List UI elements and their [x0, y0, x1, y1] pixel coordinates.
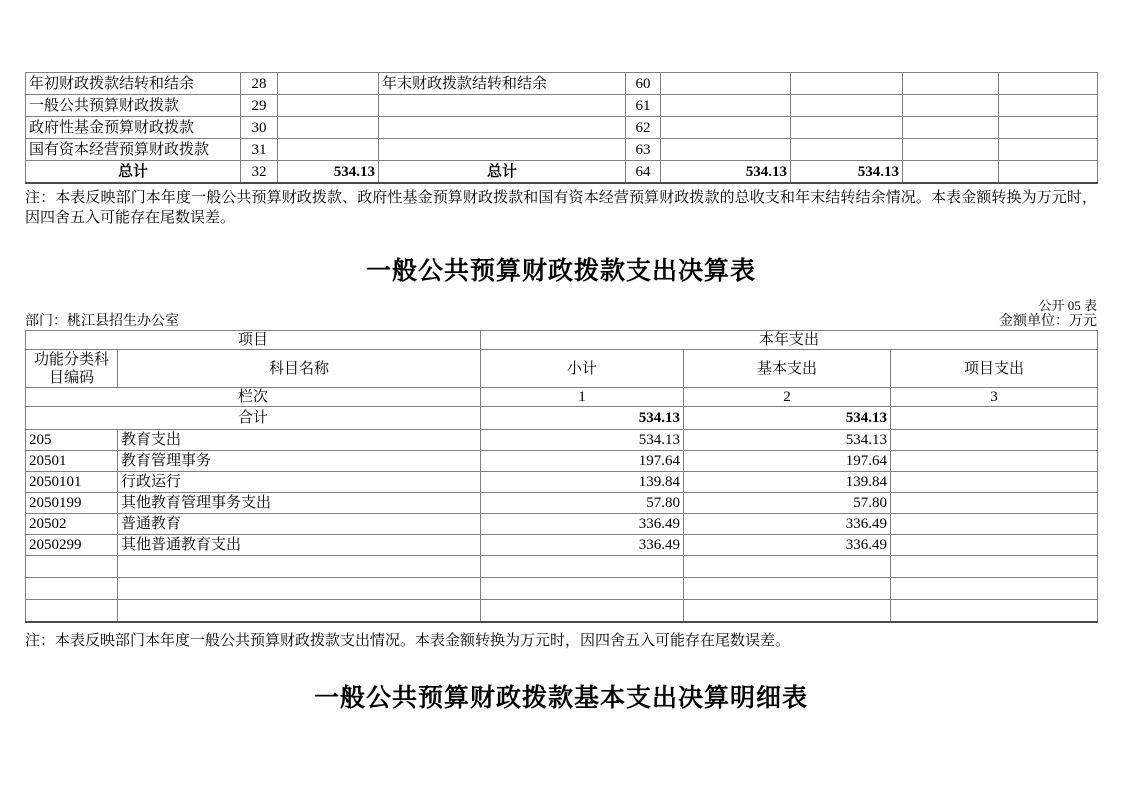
empty-table-row [26, 600, 1098, 623]
column-index-label: 栏次 [26, 388, 481, 407]
header-row-groups [26, 331, 1098, 350]
basic-expense-header: 基本支出 [684, 350, 891, 388]
amount-cell [278, 139, 379, 161]
function-code-cell: 20501 [26, 451, 118, 472]
table-meta-line [25, 310, 1097, 330]
function-code-header: 功能分类科目编码 [26, 350, 118, 388]
subject-name-cell: 其他教育管理事务支出 [118, 493, 481, 514]
table-code-label: 公开 05 表 [1038, 298, 1097, 313]
empty-cell [26, 600, 118, 623]
fiscal-carryover-table [25, 72, 1098, 184]
total-amount-cell: 534.13 [791, 161, 903, 184]
item-label-cell: 年末财政拨款结转和结余 [379, 73, 626, 95]
amount-cell [278, 73, 379, 95]
total-amount-cell: 534.13 [278, 161, 379, 184]
table-row [26, 73, 1098, 95]
empty-cell [999, 95, 1098, 117]
empty-cell [891, 556, 1098, 578]
subtotal-header: 小计 [481, 350, 684, 388]
grand-total-row [26, 161, 1098, 184]
amount-cell [278, 117, 379, 139]
empty-cell [118, 600, 481, 623]
project-expense-header: 项目支出 [891, 350, 1098, 388]
subtotal-cell: 197.64 [481, 451, 684, 472]
subtotal-cell: 534.13 [481, 430, 684, 451]
empty-cell [903, 117, 999, 139]
item-label-cell [379, 95, 626, 117]
empty-cell [684, 556, 891, 578]
current-year-expense-group-header: 本年支出 [481, 331, 1098, 350]
table-row [26, 117, 1098, 139]
table-row [26, 535, 1098, 556]
amount-cell [661, 139, 791, 161]
amount-cell [791, 73, 903, 95]
line-number-cell: 31 [241, 139, 278, 161]
empty-cell [684, 578, 891, 600]
table-row [26, 493, 1098, 514]
item-label-cell: 年初财政拨款结转和结余 [26, 73, 241, 95]
subtotal-cell: 139.84 [481, 472, 684, 493]
total-subtotal-cell: 534.13 [481, 407, 684, 430]
table-row [26, 95, 1098, 117]
item-label-cell: 一般公共预算财政拨款 [26, 95, 241, 117]
subtotal-cell: 336.49 [481, 535, 684, 556]
empty-cell [999, 161, 1098, 184]
project-expense-cell [891, 535, 1098, 556]
line-number-cell: 32 [241, 161, 278, 184]
function-code-cell: 205 [26, 430, 118, 451]
empty-cell [481, 600, 684, 623]
function-code-cell: 2050199 [26, 493, 118, 514]
line-number-cell: 63 [626, 139, 661, 161]
table-row [26, 139, 1098, 161]
column-index-cell: 3 [891, 388, 1098, 407]
amount-cell [791, 117, 903, 139]
subject-name-header: 科目名称 [118, 350, 481, 388]
basic-expense-cell: 139.84 [684, 472, 891, 493]
basic-expense-cell: 336.49 [684, 514, 891, 535]
item-label-cell: 政府性基金预算财政拨款 [26, 117, 241, 139]
empty-cell [903, 161, 999, 184]
empty-cell [26, 556, 118, 578]
basic-expense-detail-table-title: 一般公共预算财政拨款基本支出决算明细表 [313, 685, 808, 712]
total-row [26, 407, 1098, 430]
general-budget-expense-table [25, 330, 1098, 623]
table-row [26, 430, 1098, 451]
project-group-header: 项目 [26, 331, 481, 350]
item-label-cell [379, 117, 626, 139]
expense-table-title: 一般公共预算财政拨款支出决算表 [365, 258, 756, 285]
column-index-cell: 2 [684, 388, 891, 407]
amount-unit-label: 金额单位：万元 [999, 314, 1097, 329]
amount-cell [661, 73, 791, 95]
empty-table-row [26, 578, 1098, 600]
subject-name-cell: 教育管理事务 [118, 451, 481, 472]
item-label-cell [379, 139, 626, 161]
line-number-cell: 30 [241, 117, 278, 139]
table-row [26, 514, 1098, 535]
total-basic-cell: 534.13 [684, 407, 891, 430]
column-index-row [26, 388, 1098, 407]
empty-cell [118, 556, 481, 578]
function-code-cell: 2050299 [26, 535, 118, 556]
amount-cell [661, 117, 791, 139]
grand-total-label: 总计 [26, 161, 241, 184]
expense-table-note: 注：本表反映部门本年度一般公共预算财政拨款支出情况。本表金额转换为万元时，因四舍五入可能存在尾数误差。 [25, 633, 791, 649]
line-number-cell: 29 [241, 95, 278, 117]
basic-expense-cell: 197.64 [684, 451, 891, 472]
basic-expense-cell: 534.13 [684, 430, 891, 451]
total-label: 合计 [26, 407, 481, 430]
department-label: 部门：桃江县招生办公室 [25, 314, 179, 329]
function-code-cell: 2050101 [26, 472, 118, 493]
project-expense-cell [891, 472, 1098, 493]
grand-total-label: 总计 [379, 161, 626, 184]
table-row [26, 472, 1098, 493]
empty-cell [684, 600, 891, 623]
subject-name-cell: 教育支出 [118, 430, 481, 451]
project-expense-cell [891, 430, 1098, 451]
empty-cell [999, 73, 1098, 95]
function-code-cell: 20502 [26, 514, 118, 535]
empty-cell [26, 578, 118, 600]
line-number-cell: 62 [626, 117, 661, 139]
empty-cell [903, 139, 999, 161]
total-project-cell [891, 407, 1098, 430]
subtotal-cell: 336.49 [481, 514, 684, 535]
amount-cell [791, 95, 903, 117]
empty-cell [903, 73, 999, 95]
basic-expense-cell: 336.49 [684, 535, 891, 556]
subtotal-cell: 57.80 [481, 493, 684, 514]
empty-cell [118, 578, 481, 600]
empty-table-row [26, 556, 1098, 578]
column-index-cell: 1 [481, 388, 684, 407]
line-number-cell: 60 [626, 73, 661, 95]
empty-cell [999, 139, 1098, 161]
line-number-cell: 28 [241, 73, 278, 95]
header-row-columns [26, 350, 1098, 388]
basic-expense-cell: 57.80 [684, 493, 891, 514]
subject-name-cell: 其他普通教育支出 [118, 535, 481, 556]
amount-cell [661, 95, 791, 117]
empty-cell [891, 578, 1098, 600]
amount-cell [278, 95, 379, 117]
project-expense-cell [891, 514, 1098, 535]
table-row [26, 451, 1098, 472]
empty-cell [903, 95, 999, 117]
empty-cell [481, 556, 684, 578]
item-label-cell: 国有资本经营预算财政拨款 [26, 139, 241, 161]
empty-cell [891, 600, 1098, 623]
total-amount-cell: 534.13 [661, 161, 791, 184]
amount-cell [791, 139, 903, 161]
subject-name-cell: 行政运行 [118, 472, 481, 493]
project-expense-cell [891, 451, 1098, 472]
subject-name-cell: 普通教育 [118, 514, 481, 535]
carryover-table-note: 注：本表反映部门本年度一般公共预算财政拨款、政府性基金预算财政拨款和国有资本经营预算财政拨款的总收支和年末结转结余情况。本表金额转换为万元时，因四舍五入可能存在尾数误差。 [25, 190, 1097, 226]
empty-cell [999, 117, 1098, 139]
project-expense-cell [891, 493, 1098, 514]
line-number-cell: 61 [626, 95, 661, 117]
line-number-cell: 64 [626, 161, 661, 184]
empty-cell [481, 578, 684, 600]
